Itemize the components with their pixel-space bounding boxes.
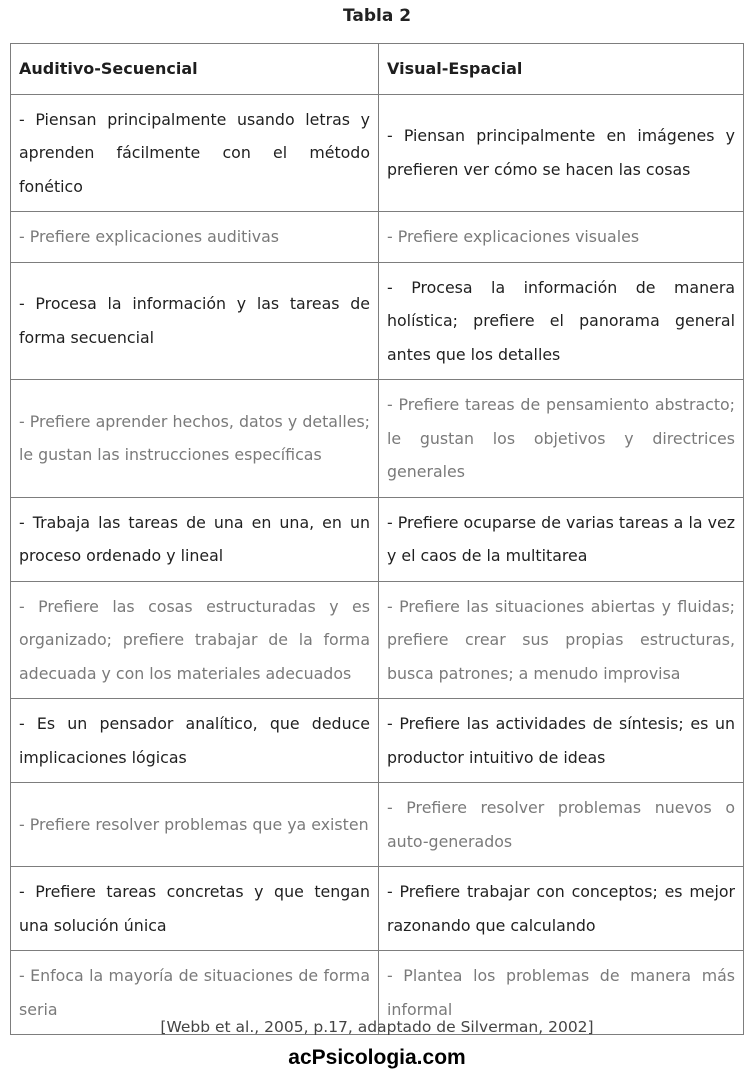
cell-visual: - Prefiere resolver problemas nuevos o auto-generados	[379, 783, 744, 867]
column-header-auditivo: Auditivo-Secuencial	[11, 44, 379, 95]
table-header-row	[11, 44, 744, 95]
cell-visual: - Prefiere trabajar con conceptos; es mejor razonando que calculando	[379, 867, 744, 951]
cell-auditivo: - Prefiere resolver problemas que ya existen	[11, 783, 379, 867]
table-row	[11, 380, 744, 498]
cell-auditivo: - Prefiere tareas concretas y que tengan una solución única	[11, 867, 379, 951]
cell-visual: - Prefiere las actividades de síntesis; es un productor intuitivo de ideas	[379, 699, 744, 783]
cell-auditivo: - Piensan principalmente usando letras y aprenden fácilmente con el método fonético	[11, 94, 379, 212]
cell-visual: - Prefiere ocuparse de varias tareas a la vez y el caos de la multitarea	[379, 497, 744, 581]
table-row	[11, 497, 744, 581]
table-row	[11, 783, 744, 867]
cell-visual: - Procesa la información de manera holística; prefiere el panorama general antes que los detalles	[379, 262, 744, 380]
table-row	[11, 581, 744, 699]
cell-visual: - Prefiere tareas de pensamiento abstracto; le gustan los objetivos y directrices generales	[379, 380, 744, 498]
cell-visual: - Prefiere explicaciones visuales	[379, 212, 744, 263]
cell-visual: - Prefiere las situaciones abiertas y fluidas; prefiere crear sus propias estructuras, busca patrones; a menudo improvisa	[379, 581, 744, 699]
cell-auditivo: - Trabaja las tareas de una en una, en un proceso ordenado y lineal	[11, 497, 379, 581]
citation-caption: [Webb et al., 2005, p.17, adaptado de Silverman, 2002]	[160, 1018, 594, 1036]
cell-visual: - Plantea los problemas de manera más informal	[379, 951, 744, 1035]
column-header-visual: Visual-Espacial	[379, 44, 744, 95]
cell-auditivo: - Es un pensador analítico, que deduce implicaciones lógicas	[11, 699, 379, 783]
site-watermark: acPsicologia.com	[288, 1046, 466, 1069]
cell-auditivo: - Prefiere explicaciones auditivas	[11, 212, 379, 263]
comparison-table	[10, 43, 744, 1035]
table-row	[11, 212, 744, 263]
cell-auditivo: - Enfoca la mayoría de situaciones de forma seria	[11, 951, 379, 1035]
table-title: Tabla 2	[342, 6, 412, 26]
table-row	[11, 94, 744, 212]
cell-auditivo: - Prefiere las cosas estructuradas y es organizado; prefiere trabajar de la forma adecuada y con los materiales adecuados	[11, 581, 379, 699]
table-row	[11, 867, 744, 951]
cell-auditivo: - Prefiere aprender hechos, datos y detalles; le gustan las instrucciones específicas	[11, 380, 379, 498]
table-row	[11, 699, 744, 783]
table-body	[11, 94, 744, 1035]
table-row	[11, 262, 744, 380]
cell-visual: - Piensan principalmente en imágenes y prefieren ver cómo se hacen las cosas	[379, 94, 744, 212]
cell-auditivo: - Procesa la información y las tareas de forma secuencial	[11, 262, 379, 380]
